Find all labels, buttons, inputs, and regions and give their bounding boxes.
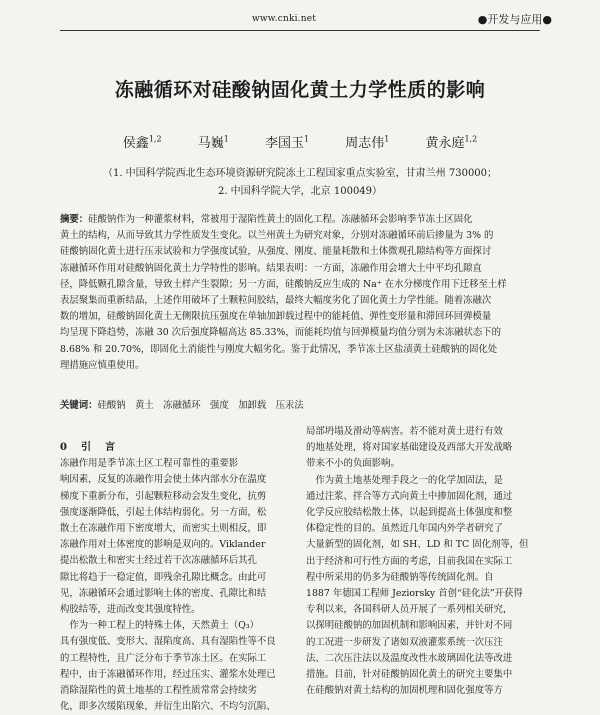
abstract-line: 均呈现下降趋势，冻融 30 次后强度降幅高达 85.33%，而能耗均值与回弹模量均值分别为未冻融状态下的 [60, 327, 501, 339]
body-line: 1887 年德国工程师 Jeziorsky 首创“硅化法”开获得 [306, 588, 523, 600]
body-line: 专利以来，各国科研人员开展了一系列相关研究， [306, 604, 513, 616]
author-list [0, 132, 600, 151]
body-line: 出于经济和可行性方面的考虑，目前我国在实际工 [306, 555, 513, 567]
body-line: 响因素，反复的冻融作用会使土体内部水分在温度 [60, 474, 267, 486]
abstract-line: 表层聚集而重新结晶，上述作用破坏了土颗粒间胶结，最终大幅度劣化了固化黄土力学性能。随着冻融次 [60, 295, 492, 307]
abstract-line: 径，降低颗孔隙含量，导致土样产生裂隙；另一方面，硅酸钠反应生成的 Na⁺ 在水分梯度作用下迁移至土样 [60, 278, 507, 290]
abstract-line: 冻融循环作用对硅酸钠固化黄土力学特性的影响。结果表明：一方面，冻融作用会增大土中平均孔隙直 [60, 262, 482, 274]
body-line: 带来不小的负面影响。 [306, 458, 400, 470]
header-rule [60, 30, 540, 31]
body-line: 冻融作用对土体密度的影响是双向的。Viklander [60, 539, 266, 551]
author: 侯鑫$^{1,2}$ [122, 134, 162, 151]
body-line: 法、二次压注法以及温度改性水玻璃固化法等改进 [306, 652, 513, 664]
body-line: 具有强度低、变形大、湿陷度高、具有湿陷性等不良 [60, 636, 276, 648]
body-line: 的工况进一步研发了诸如双液灌浆系统一次压注 [306, 636, 503, 648]
body-line: 的工程特性，且广泛分布于季节冻土区。在实际工 [60, 652, 267, 664]
body-line: 见，冻融循环会通过影响土体的密度、孔隙比和结 [60, 587, 267, 599]
body-line: 构胶结等，进而改变其强度特性。 [60, 604, 201, 616]
body-line: 化，即多次缓陷现象，并衍生出陷穴、不均匀沉陷、 [60, 701, 276, 713]
keywords [60, 398, 540, 414]
body-line: 作为一种工程上的特殊土体，天然黄土（Q₃） [60, 620, 259, 632]
header-url: www.cnki.net [252, 14, 317, 24]
body-line: 消除湿陷性的黄土地基的工程性质常常会持续劣 [60, 685, 257, 697]
body-line: 程中，由于冻融循环作用，经过压实、灌浆水处理已 [60, 668, 276, 680]
abstract-line: 数的增加，硅酸钠固化黄土无侧限抗压强度在单轴加卸载过程中的能耗值、弹性变形量和滞回环回弹模量 [60, 311, 492, 323]
left-column [60, 440, 288, 715]
keywords-label: 关键词： [60, 400, 98, 411]
right-column [306, 424, 538, 699]
body-line: 的地基处理，将对国家基础建设及西部大开发战略 [306, 442, 513, 454]
body-line: 提出松散土和密实土经过若干次冻融循环后其孔 [60, 555, 257, 567]
body-line: 程中所采用的仍多为硅酸钠等传统固化剂。自 [306, 571, 494, 583]
body-line: 化学反应胶结松散土体，以起到提高土体强度和整 [306, 507, 513, 519]
body-line: 体稳定性的目的。虽然近几年国内外学者研究了 [306, 523, 503, 535]
abstract [60, 212, 540, 374]
body-line: 隙比将趋于一稳定值，即残余孔隙比概念。由此可 [60, 571, 267, 583]
affiliation-line: 2. 中国科学院大学，北京 100049） [217, 186, 383, 197]
abstract-line: 理措施应慎重使用。 [60, 359, 145, 371]
author: 黄永庭$^{1,2}$ [425, 134, 478, 151]
paper-title: 冻融循环对硅酸钠固化黄土力学性质的影响 [114, 79, 486, 101]
abstract-line: 黄土的结构，从而导致其力学性质发生变化。以兰州黄土为研究对象，分别对冻融循环前后掺量为 3% 的 [60, 230, 494, 242]
abstract-label: 摘要： [60, 214, 89, 225]
body-line: 大量新型的固化剂，如 SH、LD 和 TC 固化剂等，但 [306, 539, 529, 551]
abstract-line: 硅酸钠固化黄土进行压汞试验和力学强度试验，从强度、刚度、能量耗散和土体微观孔隙结构等方面探讨 [60, 246, 492, 258]
affiliation-line: （1. 中国科学院西北生态环境资源研究院冻土工程国家重点实验室，甘肃兰州 730000； [102, 168, 498, 179]
body-line: 措施。目前，针对硅酸钠固化黄土的研究主要集中 [306, 669, 513, 681]
body-line: 作为黄土地基处理手段之一的化学加固法，是 [306, 474, 503, 486]
body-line: 冻融作用是季节冻土区工程可靠性的重要影 [60, 458, 239, 470]
keywords-text: 硅酸钠 黄土 冻融循环 强度 加卸载 压汞法 [97, 400, 304, 411]
body-line: 在硅酸钠对黄土结构的加固机理和固化强度等方 [306, 685, 503, 697]
author: 马巍$^1$ [197, 134, 229, 151]
section-title: 0 引 言 [60, 442, 117, 453]
author: 李国玉$^1$ [264, 134, 310, 151]
author: 周志伟$^1$ [345, 134, 390, 151]
body-line: 强度逐渐降低，引起土体结构弱化。另一方面，松 [60, 506, 267, 518]
body-line: 局部坍塌及滑动等病害。若不能对黄土进行有效 [306, 426, 503, 437]
body-line: 以探明硅酸钠的加固机制和影响因素，并针对不同 [306, 620, 513, 632]
body-line: 梯度下重新分布，引起颗粒移动会发生变化，抗剪 [60, 490, 267, 502]
abstract-line: 摘要：硅酸钠作为一种灌浆材料，常被用于湿陷性黄土的固化工程。冻融循环会影响季节冻土区固化 [60, 214, 473, 225]
body-line: 散土在冻融作用下密度增大，而密实土则相反，即 [60, 523, 267, 535]
header-section-tag: ●开发与应用● [477, 13, 552, 26]
body-line: 通过注浆、拌合等方式向黄土中掺加固化剂，通过 [306, 490, 513, 502]
abstract-line: 8.68% 和 20.70%，即固化土消能性与刚度大幅劣化。鉴于此情况，季节冻土区盐渍黄土硅酸钠的固化处 [60, 343, 498, 355]
